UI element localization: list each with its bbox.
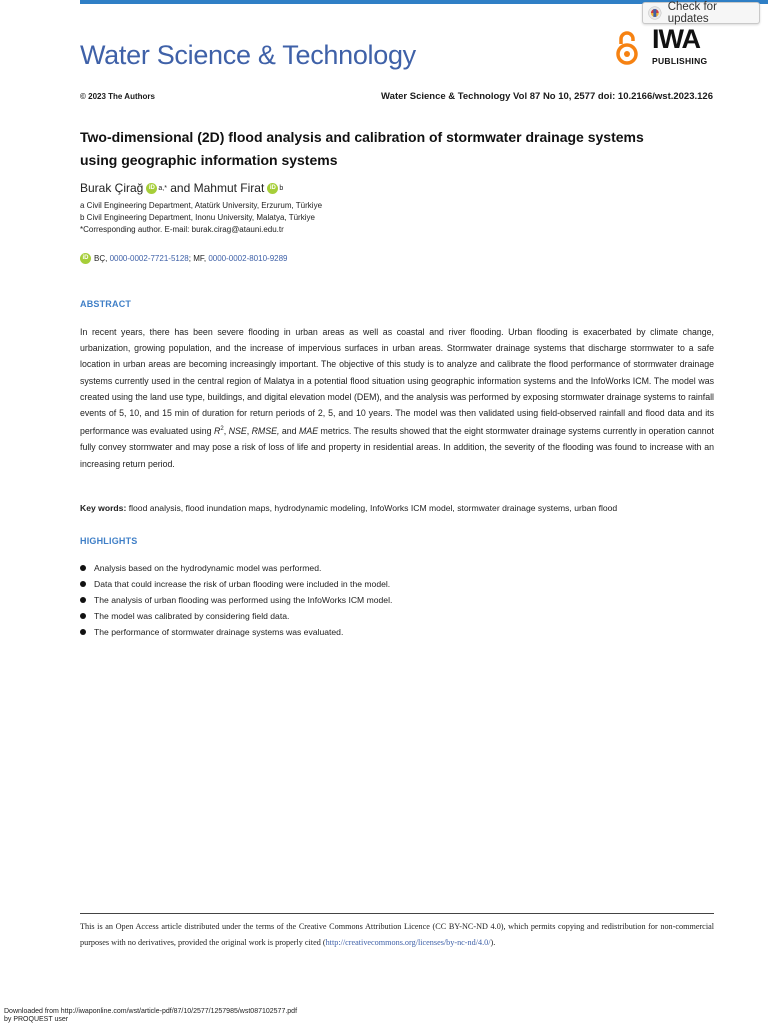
highlight-item — [80, 576, 700, 592]
orcid-prefix-1: BÇ, — [94, 254, 110, 263]
orcid-link-1[interactable]: 0000-0002-7721-5128 — [109, 254, 189, 263]
license-link[interactable]: http://creativecommons.org/licenses/by-nc-nd/4.0/ — [325, 938, 491, 947]
crossmark-icon — [648, 6, 662, 20]
paper-title-line-1: Two-dimensional (2D) flood analysis and calibration of stormwater drainage systems — [80, 129, 644, 145]
download-note-line-2: by PROQUEST user — [4, 1016, 69, 1023]
check-updates-label: Check for updates — [667, 1, 717, 25]
check-for-updates-button[interactable] — [642, 2, 760, 24]
metric-rmse: RMSE, — [251, 426, 280, 437]
license-notice — [80, 919, 714, 951]
author-name-1[interactable]: Burak Çirağ — [80, 181, 144, 195]
affiliations — [80, 200, 322, 236]
abstract-text — [80, 324, 714, 472]
abstract-sep-2: , — [246, 426, 252, 437]
bullet-icon — [80, 629, 86, 635]
highlight-item — [80, 560, 700, 576]
metric-r-sup: 2 — [220, 426, 224, 433]
bullet-icon — [80, 613, 86, 619]
bullet-icon — [80, 581, 86, 587]
author-name-2[interactable]: Mahmut Firat — [193, 181, 265, 195]
footer-divider — [80, 913, 714, 914]
metric-nse: NSE — [228, 426, 247, 437]
orcid-icon[interactable]: iD — [146, 183, 157, 194]
author-2-affiliation-mark: b — [279, 184, 284, 192]
author-conjunction: and — [166, 181, 194, 195]
highlight-text: Data that could increase the risk of urban flooding were included in the model. — [94, 579, 391, 589]
copyright-notice: © 2023 The Authors — [80, 92, 155, 101]
keywords-list: flood analysis, flood inundation maps, hydrodynamic modeling, InfoWorks ICM model, stormwater drainage systems, urban flood — [126, 503, 618, 513]
abstract-part-1: In recent years, there has been severe flooding in urban areas as well as coastal and river flooding. Urban flooding is exacerbated by climate change, urbanization, growing population, and the increase of impervious surfaces in urban areas. Stormwater drainage systems that discharge stormwater to a safe location in urban areas are becoming increasingly important. The objective of this study is to analyze and calibrate the flood performance of stormwater drainage systems currently used in the central region of Malatya in a potential flood situation using geographic information systems and the InfoWorks ICM. The model was created using the land use type, buildings, and digital elevation model (DEM), and the analysis was performed by exposing stormwater drainage systems to rainfall events of 5, 10, and 15 min of duration for return periods of 2, 5, and 10 years. The model was then validated using field-observed rainfall and flood data and its performance was evaluated using — [80, 327, 714, 437]
highlight-text: The performance of stormwater drainage systems was evaluated. — [94, 627, 344, 637]
download-note-line-1: Downloaded from http://iwaponline.com/wst/article-pdf/87/10/2577/1257985/wst087102577.pdf — [4, 1008, 298, 1015]
iwa-logo-subtext: PUBLISHING — [652, 56, 708, 66]
journal-title[interactable]: Water Science & Technology — [80, 40, 416, 70]
orcid-prefix-2: ; MF, — [188, 254, 209, 263]
highlight-item — [80, 608, 700, 624]
iwa-logo-text: IWA — [652, 24, 700, 54]
orcid-identifiers — [80, 253, 288, 264]
highlights-heading: HIGHLIGHTS — [80, 536, 138, 546]
license-text: This is an Open Access article distributed under the terms of the Creative Commons Attribution Licence (CC BY-NC-ND 4.0), which permits copying and redistribution for non-commercial purposes with no derivatives, provided the original work is properly cited ( — [80, 922, 714, 947]
keywords — [80, 503, 720, 513]
abstract-sep-3: and — [279, 426, 300, 437]
abstract-sep-1: , — [223, 426, 229, 437]
affiliation-a: a Civil Engineering Department, Atatürk University, Erzurum, Türkiye — [80, 201, 323, 210]
bullet-icon — [80, 597, 86, 603]
highlights-list — [80, 560, 700, 640]
highlight-text: The analysis of urban flooding was performed using the InfoWorks ICM model. — [94, 595, 393, 605]
orcid-icon: iD — [80, 253, 91, 264]
download-watermark — [4, 1008, 297, 1024]
open-access-lock-icon — [616, 30, 638, 66]
metric-r: R — [214, 426, 221, 437]
bullet-icon — [80, 565, 86, 571]
author-1-affiliation-mark: a,* — [158, 184, 167, 192]
abstract-part-2: metrics. The results showed that the eight stormwater drainage systems currently in operation cannot fully convey stormwater and may pose a risk of loss of life and property in residential areas. In addition, the severity of the flooding was found to increase with an increasing return period. — [80, 426, 714, 469]
license-end: ). — [490, 938, 496, 947]
paper-title — [80, 126, 720, 172]
abstract-heading: ABSTRACT — [80, 299, 132, 309]
highlight-item — [80, 624, 700, 640]
author-list — [80, 181, 283, 195]
orcid-link-2[interactable]: 0000-0002-8010-9289 — [208, 254, 288, 263]
highlight-text: Analysis based on the hydrodynamic model was performed. — [94, 563, 322, 573]
citation-line: Water Science & Technology Vol 87 No 10, 2577 doi: 10.2166/wst.2023.126 — [381, 91, 713, 102]
metric-mae: MAE — [299, 426, 319, 437]
keywords-label: Key words: — [80, 503, 127, 513]
highlight-text: The model was calibrated by considering field data. — [94, 611, 290, 621]
highlight-item — [80, 592, 700, 608]
paper-title-line-2: using geographic information systems — [80, 152, 338, 168]
corresponding-author: *Corresponding author. E-mail: burak.cirag@atauni.edu.tr — [80, 225, 284, 234]
orcid-icon[interactable]: iD — [267, 183, 278, 194]
affiliation-b: b Civil Engineering Department, Inonu University, Malatya, Türkiye — [80, 213, 315, 222]
